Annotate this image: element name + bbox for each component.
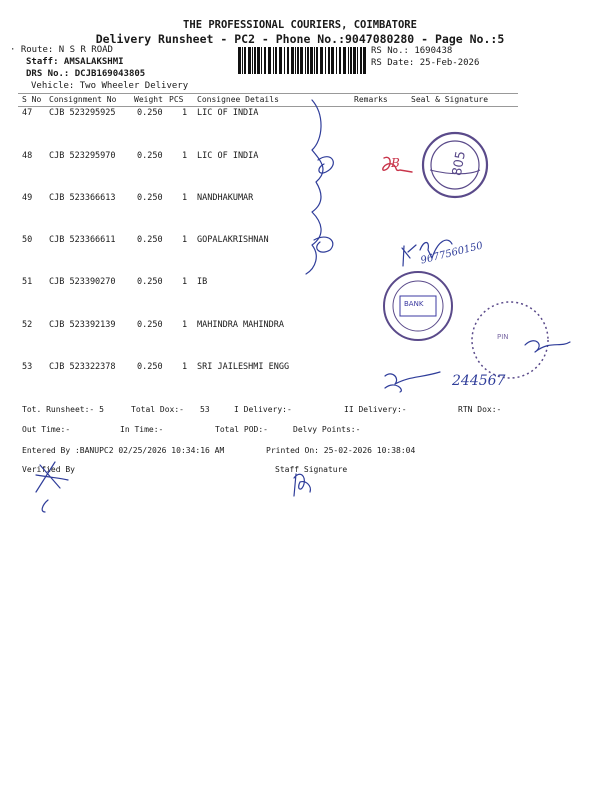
stamp-pin-text: PIN (497, 333, 509, 341)
entered-by: Entered By :BANUPC2 02/25/2026 10:34:16 AM (22, 446, 225, 455)
col-seal: Seal & Signature (411, 95, 489, 104)
row-consignee: GOPALAKRISHNAN (197, 235, 269, 245)
row-weight: 0.250 (137, 362, 163, 372)
printed-on: Printed On: 25-02-2026 10:38:04 (266, 446, 416, 455)
staff-signature-mark (294, 474, 310, 496)
total-dox-value: 53 (200, 405, 210, 414)
route-text: Route: N S R ROAD (20, 45, 113, 55)
row-weight: 0.250 (137, 277, 163, 287)
row-sno: 53 (22, 362, 33, 372)
number-handwritten: 244567 (452, 373, 506, 389)
row-pcs: 1 (182, 235, 188, 245)
col-consignee: Consignee Details (197, 95, 279, 104)
row-consignee: MAHINDRA MAHINDRA (197, 320, 284, 330)
total-dox-label: Total Dox:- (131, 405, 184, 414)
row-consignment: CJB 523366611 (49, 235, 116, 245)
row-sno: 48 (22, 151, 33, 161)
verified-by: Verified By (22, 465, 75, 474)
row-consignee: IB (197, 277, 208, 287)
drs-label: DRS No.: DCJB169043805 (26, 69, 146, 79)
stamp-bank-text: BANK (404, 300, 424, 308)
row-sno: 49 (22, 193, 33, 203)
col-sno: S No (22, 95, 42, 104)
row-sno: 52 (22, 320, 33, 330)
i-delivery: I Delivery:- (234, 405, 292, 414)
total-pod: Total POD:- (215, 425, 268, 434)
bracket-scribble (306, 100, 323, 274)
ii-delivery: II Delivery:- (344, 405, 407, 414)
out-time: Out Time:- (22, 425, 71, 434)
staff-label: Staff: AMSALAKSHMI (26, 57, 124, 67)
stamp-dotted (472, 302, 548, 378)
row-consignee: SRI JAILESHMI ENGG (197, 362, 290, 372)
col-consignment: Consignment No (49, 95, 117, 104)
row-consignment: CJB 523390270 (49, 277, 116, 287)
verified-signature (36, 462, 68, 512)
row-consignment: CJB 523322378 (49, 362, 116, 372)
delvy-points: Delvy Points:- (293, 425, 361, 434)
col-pcs: PCS (169, 95, 184, 104)
row-weight: 0.250 (137, 320, 163, 330)
bullet-icon: · (10, 45, 16, 55)
row-consignee: NANDHAKUMAR (197, 193, 254, 203)
row-pcs: 1 (182, 151, 188, 161)
row-pcs: 1 (182, 362, 188, 372)
row-consignee: LIC OF INDIA (197, 151, 259, 161)
row-pcs: 1 (182, 320, 188, 330)
row-consignment: CJB 523366613 (49, 193, 116, 203)
rs-number: RS No.: 1690438 (371, 46, 453, 56)
col-remarks: Remarks (354, 95, 388, 104)
rtn-dox: RTN Dox:- (458, 405, 502, 414)
vehicle-label: Vehicle: Two Wheeler Delivery (31, 81, 189, 91)
row-pcs: 1 (182, 193, 188, 203)
stamp-805-text: 805 (449, 149, 469, 178)
scribble-loop-2 (314, 237, 333, 252)
row-sno: 47 (22, 108, 33, 118)
row-weight: 0.250 (137, 151, 163, 161)
remark-48-text: B (391, 156, 400, 170)
row-weight: 0.250 (137, 193, 163, 203)
tot-runsheet: Tot. Runsheet:- 5 (22, 405, 104, 414)
row-sno: 50 (22, 235, 33, 245)
col-weight: Weight (134, 95, 163, 104)
runsheet-subtitle: Delivery Runsheet - PC2 - Phone No.:9047080280 - Page No.:5 (95, 32, 505, 46)
rs-date: RS Date: 25-Feb-2026 (371, 58, 480, 68)
row-weight: 0.250 (137, 108, 163, 118)
row-pcs: 1 (182, 108, 188, 118)
company-title: THE PROFESSIONAL COURIERS, COIMBATORE (183, 19, 417, 31)
staff-signature-label: Staff Signature (275, 465, 348, 474)
scribble-loop-1 (318, 157, 333, 173)
row-consignment: CJB 523392139 (49, 320, 116, 330)
row-sno: 51 (22, 277, 33, 287)
row-weight: 0.250 (137, 235, 163, 245)
in-time: In Time:- (120, 425, 164, 434)
row-consignee: LIC OF INDIA (197, 108, 259, 118)
row-consignment: CJB 523295925 (49, 108, 116, 118)
row-pcs: 1 (182, 277, 188, 287)
scribble-row53 (385, 372, 440, 392)
phone-handwritten: 9677560150 (419, 240, 485, 267)
row-consignment: CJB 523295970 (49, 151, 116, 161)
